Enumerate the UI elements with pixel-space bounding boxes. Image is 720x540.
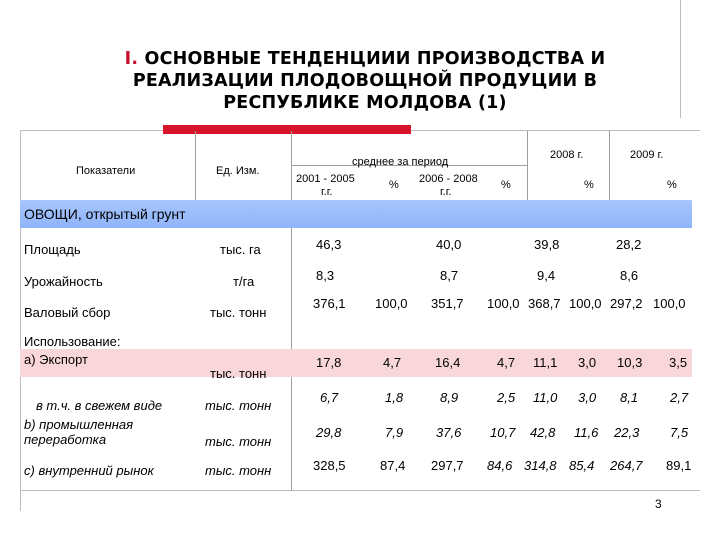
header-year-2009: 2009 г. — [630, 149, 664, 161]
header-average: среднее за период — [352, 156, 449, 168]
section-title: ОВОЩИ, открытый грунт — [24, 206, 186, 222]
row-gross-v3: 368,7 — [528, 296, 561, 311]
row-gross-v1: 376,1 — [313, 296, 346, 311]
row-domestic-v1: 328,5 — [313, 458, 346, 473]
title-text-1: ОСНОВНЫЕ ТЕНДЕНЦИИИ ПРОИЗВОДСТВА И — [144, 49, 606, 69]
row-export-p3: 3,0 — [578, 355, 597, 370]
row-domestic-p1: 87,4 — [380, 458, 406, 473]
row-fresh-v3: 11,0 — [533, 390, 558, 405]
row-processing-label-1: b) промышленная — [24, 417, 134, 432]
header-pct-1: % — [389, 179, 399, 191]
row-processing-p4: 7,5 — [670, 425, 689, 440]
row-gross-v2: 351,7 — [431, 296, 464, 311]
row-gross-p2: 100,0 — [487, 296, 520, 311]
grid-vline — [291, 131, 292, 491]
row-area-label: Площадь — [24, 242, 81, 257]
row-gross-p1: 100,0 — [375, 296, 408, 311]
header-pct-3: % — [584, 179, 594, 191]
row-domestic-p4: 89,1 — [666, 458, 692, 473]
row-export-unit: тыс. тонн — [210, 366, 267, 381]
row-fresh-label: в т.ч. в свежем виде — [36, 398, 163, 413]
row-area-unit: тыс. га — [220, 242, 261, 257]
row-yield-v3: 9,4 — [537, 268, 556, 283]
header-year-2008: 2008 г. — [550, 149, 584, 161]
row-export-v3: 11,1 — [533, 355, 558, 370]
title-line-3: РЕСПУБЛИКЕ МОЛДОВА (1) — [223, 93, 507, 113]
frame-right-line — [680, 0, 681, 118]
row-domestic-v2: 297,7 — [431, 458, 464, 473]
row-yield-label: Урожайность — [24, 274, 103, 289]
row-gross-label: Валовый сбор — [24, 305, 111, 320]
row-fresh-p4: 2,7 — [670, 390, 689, 405]
grid-vline — [527, 131, 528, 201]
header-indicators: Показатели — [76, 165, 136, 177]
frame-bottom-line — [20, 490, 700, 491]
row-processing-label-2: переработка — [24, 432, 107, 447]
row-fresh-p3: 3,0 — [578, 390, 597, 405]
row-fresh-v1: 6,7 — [320, 390, 339, 405]
row-export-p4: 3,5 — [669, 355, 688, 370]
row-yield-v4: 8,6 — [620, 268, 639, 283]
title-line-2: РЕАЛИЗАЦИИ ПЛОДОВОЩНОЙ ПРОДУЦИИ В — [132, 71, 598, 91]
row-domestic-label: с) внутренний рынок — [24, 463, 154, 478]
row-yield-v1: 8,3 — [316, 268, 335, 283]
grid-vline — [195, 131, 196, 201]
row-domestic-p2: 84,6 — [487, 458, 513, 473]
row-export-v1: 17,8 — [316, 355, 342, 370]
header-unit: Ед. Изм. — [216, 165, 260, 177]
row-fresh-p2: 2,5 — [497, 390, 516, 405]
row-area-v2: 40,0 — [436, 237, 462, 252]
row-fresh-p1: 1,8 — [385, 390, 404, 405]
row-gross-unit: тыс. тонн — [210, 305, 267, 320]
frame-left-line — [20, 131, 21, 511]
row-domestic-v4: 264,7 — [610, 458, 643, 473]
header-pct-2: % — [501, 179, 511, 191]
header-pct-4: % — [667, 179, 677, 191]
row-gross-v4: 297,2 — [610, 296, 643, 311]
row-gross-p3: 100,0 — [569, 296, 602, 311]
slide-title — [60, 48, 670, 114]
row-processing-unit: тыс. тонн — [205, 434, 272, 449]
row-fresh-v4: 8,1 — [620, 390, 639, 405]
header-period-1-suffix: г.г. — [321, 186, 333, 198]
header-period-2: 2006 - 2008 — [419, 173, 478, 185]
title-roman-numeral: I. — [124, 49, 139, 69]
row-export-label: а) Экспорт — [24, 352, 89, 367]
header-period-1: 2001 - 2005 — [296, 173, 355, 185]
row-domestic-p3: 85,4 — [569, 458, 595, 473]
row-yield-unit: т/га — [233, 274, 255, 289]
row-yield-v2: 8,7 — [440, 268, 459, 283]
row-processing-p3: 11,6 — [574, 425, 599, 440]
grid-vline — [609, 131, 610, 201]
row-export-v4: 10,3 — [617, 355, 643, 370]
row-area-v3: 39,8 — [534, 237, 560, 252]
title-line-1 — [60, 48, 670, 70]
row-fresh-unit: тыс. тонн — [205, 398, 272, 413]
row-processing-v4: 22,3 — [614, 425, 640, 440]
usage-label: Использование: — [24, 334, 121, 349]
header-period-2-suffix: г.г. — [440, 186, 452, 198]
row-area-v1: 46,3 — [316, 237, 342, 252]
title-accent-bar — [163, 125, 411, 134]
page-number: 3 — [655, 497, 662, 511]
row-processing-v1: 29,8 — [316, 425, 342, 440]
row-fresh-v2: 8,9 — [440, 390, 459, 405]
row-processing-v2: 37,6 — [436, 425, 462, 440]
row-export-p2: 4,7 — [497, 355, 516, 370]
row-processing-v3: 42,8 — [530, 425, 556, 440]
row-domestic-unit: тыс. тонн — [205, 463, 272, 478]
row-domestic-v3: 314,8 — [524, 458, 557, 473]
row-processing-p2: 10,7 — [490, 425, 516, 440]
row-export-v2: 16,4 — [435, 355, 461, 370]
row-area-v4: 28,2 — [616, 237, 642, 252]
row-export-p1: 4,7 — [383, 355, 402, 370]
row-processing-p1: 7,9 — [385, 425, 404, 440]
row-gross-p4: 100,0 — [653, 296, 686, 311]
